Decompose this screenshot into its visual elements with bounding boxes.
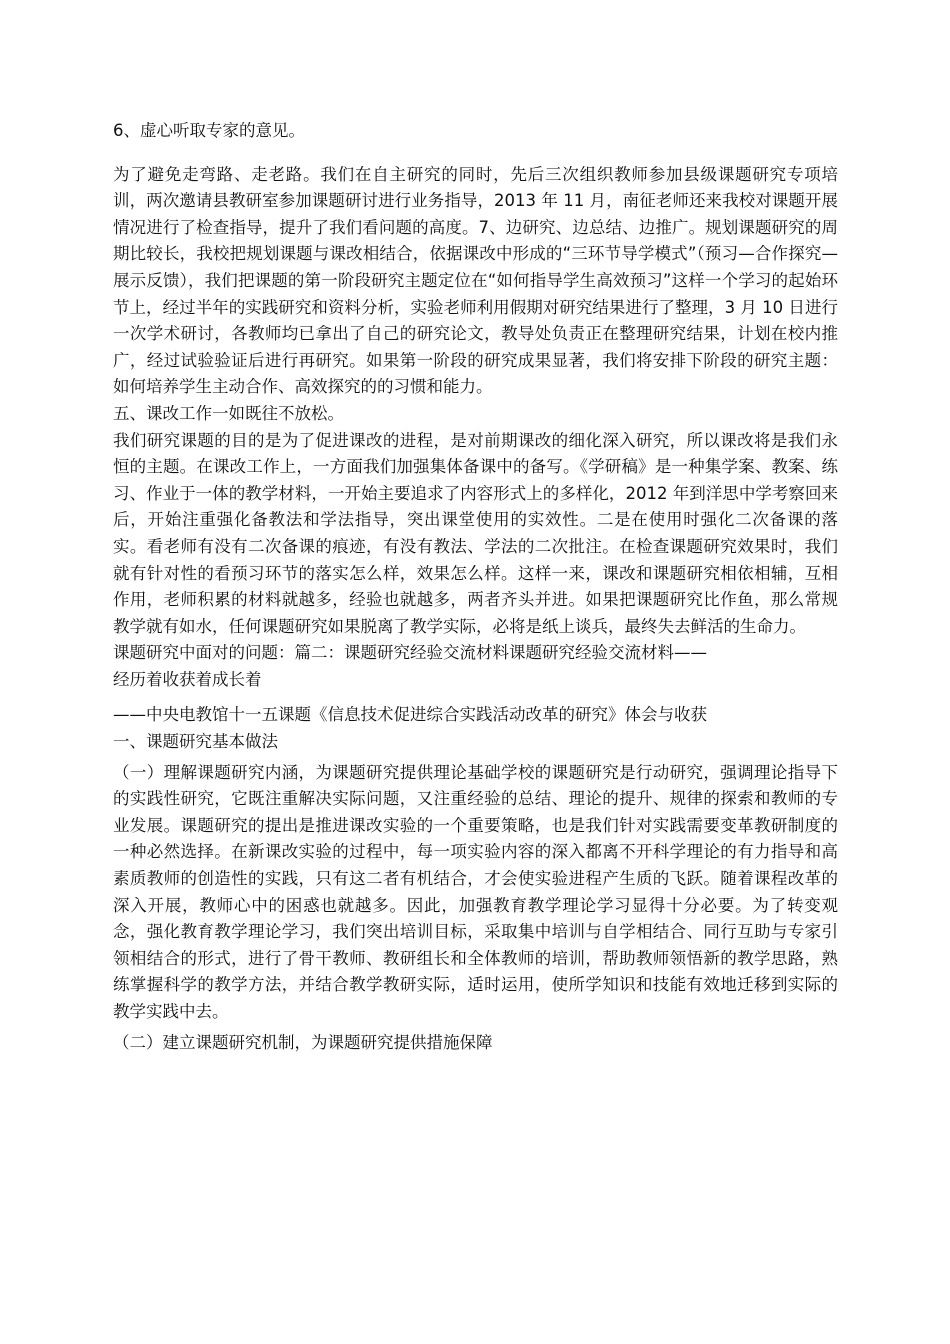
subsection-heading: （二）建立课题研究机制，为课题研究提供措施保障 <box>113 1032 493 1052</box>
section-heading-5: 五、课改工作一如既往不放松。 <box>113 403 344 423</box>
article-title-line: 课题研究中面对的问题：篇二：课题研究经验交流材料课题研究经验交流材料—— <box>113 643 707 663</box>
document-page <box>113 118 838 1056</box>
subtitle: ——中央电教馆十一五课题《信息技术促进综合实践活动改革的研究》体会与收获 <box>113 705 707 725</box>
body-paragraph: 为了避免走弯路、走老路。我们在自主研究的同时，先后三次组织教师参加县级课题研究专项培训，两次邀请县教研室参加课题研讨进行业务指导，2013 年 11 月，南征老师还来我校对课题开展情况进行了检查指导，提升了我们看问题的高度。7、边研究、边总结、边推广。规划课题研究的周期比较长，我校把规划课题与课改相结合，依据课改中形成的“三环节导学模式”（预习—合作探究—展示反馈），我们把课题的第一阶段研究主题定位在“如何指导学生高效预习”这样一个学习的起始环节上，经过半年的实践研究和资料分析，实验老师利用假期对研究结果进行了整理，3 月 10 日进行一次学术研讨，各教师均已拿出了自己的研究论文，教导处负责正在整理研究结果，计划在校内推广，经过试验验证后进行再研究。如果第一阶段的研究成果显著，我们将安排下阶段的研究主题：如何培养学生主动合作、高效探究的的习惯和能力。 <box>113 164 838 397</box>
body-paragraph: 我们研究课题的目的是为了促进课改的进程，是对前期课改的细化深入研究，所以课改将是我们永恒的主题。在课改工作上，一方面我们加强集体备课中的备写。《学研稿》是一种集学案、教案、练习、作业于一体的教学材料，一开始主要追求了内容形式上的多样化，2012 年到洋思中学考察回来后，开始注重强化备教法和学法指导，突出课堂使用的实效性。二是在使用时强化二次备课的落实。看老师有没有二次备课的痕迹，有没有教法、学法的二次批注。在检查课题研究效果时，我们就有针对性的看预习环节的落实怎么样，效果怎么样。这样一来，课改和课题研究相依相辅，互相作用，老师积累的材料就越多，经验也就越多，两者齐头并进。如果把课题研究比作鱼，那么常规教学就有如水，任何课题研究如果脱离了教学实际，必将是纸上谈兵，最终失去鲜活的生命力。 <box>113 430 838 636</box>
list-item-6: 6、虚心听取专家的意见。 <box>113 121 305 140</box>
article-title-line: 经历着收获着成长着 <box>113 669 262 689</box>
section-heading-1: 一、课题研究基本做法 <box>113 732 278 752</box>
body-paragraph: （一）理解课题研究内涵，为课题研究提供理论基础学校的课题研究是行动研究，强调理论指导下的实践性研究，它既注重解决实际问题，又注重经验的总结、理论的提升、规律的探索和教师的专业发展。课题研究的提出是推进课改实验的一个重要策略，也是我们针对实践需要变革教研制度的一种必然选择。在新课改实验的过程中，每一项实验内容的深入都离不开科学理论的有力指导和高素质教师的创造性的实践，只有这二者有机结合，才会使实验进程产生质的飞跃。随着课程改革的深入开展，教师心中的困惑也就越多。因此，加强教育教学理论学习显得十分必要。为了转变观念，强化教育教学理论学习，我们突出培训目标，采取集中培训与自学相结合、同行互助与专家引领相结合的形式，进行了骨干教师、教研组长和全体教师的培训，帮助教师领悟新的教学思路，熟练掌握科学的教学方法，并结合教学教研实际，适时运用，使所学知识和技能有效地迁移到实际的教学实践中去。 <box>113 762 838 1021</box>
